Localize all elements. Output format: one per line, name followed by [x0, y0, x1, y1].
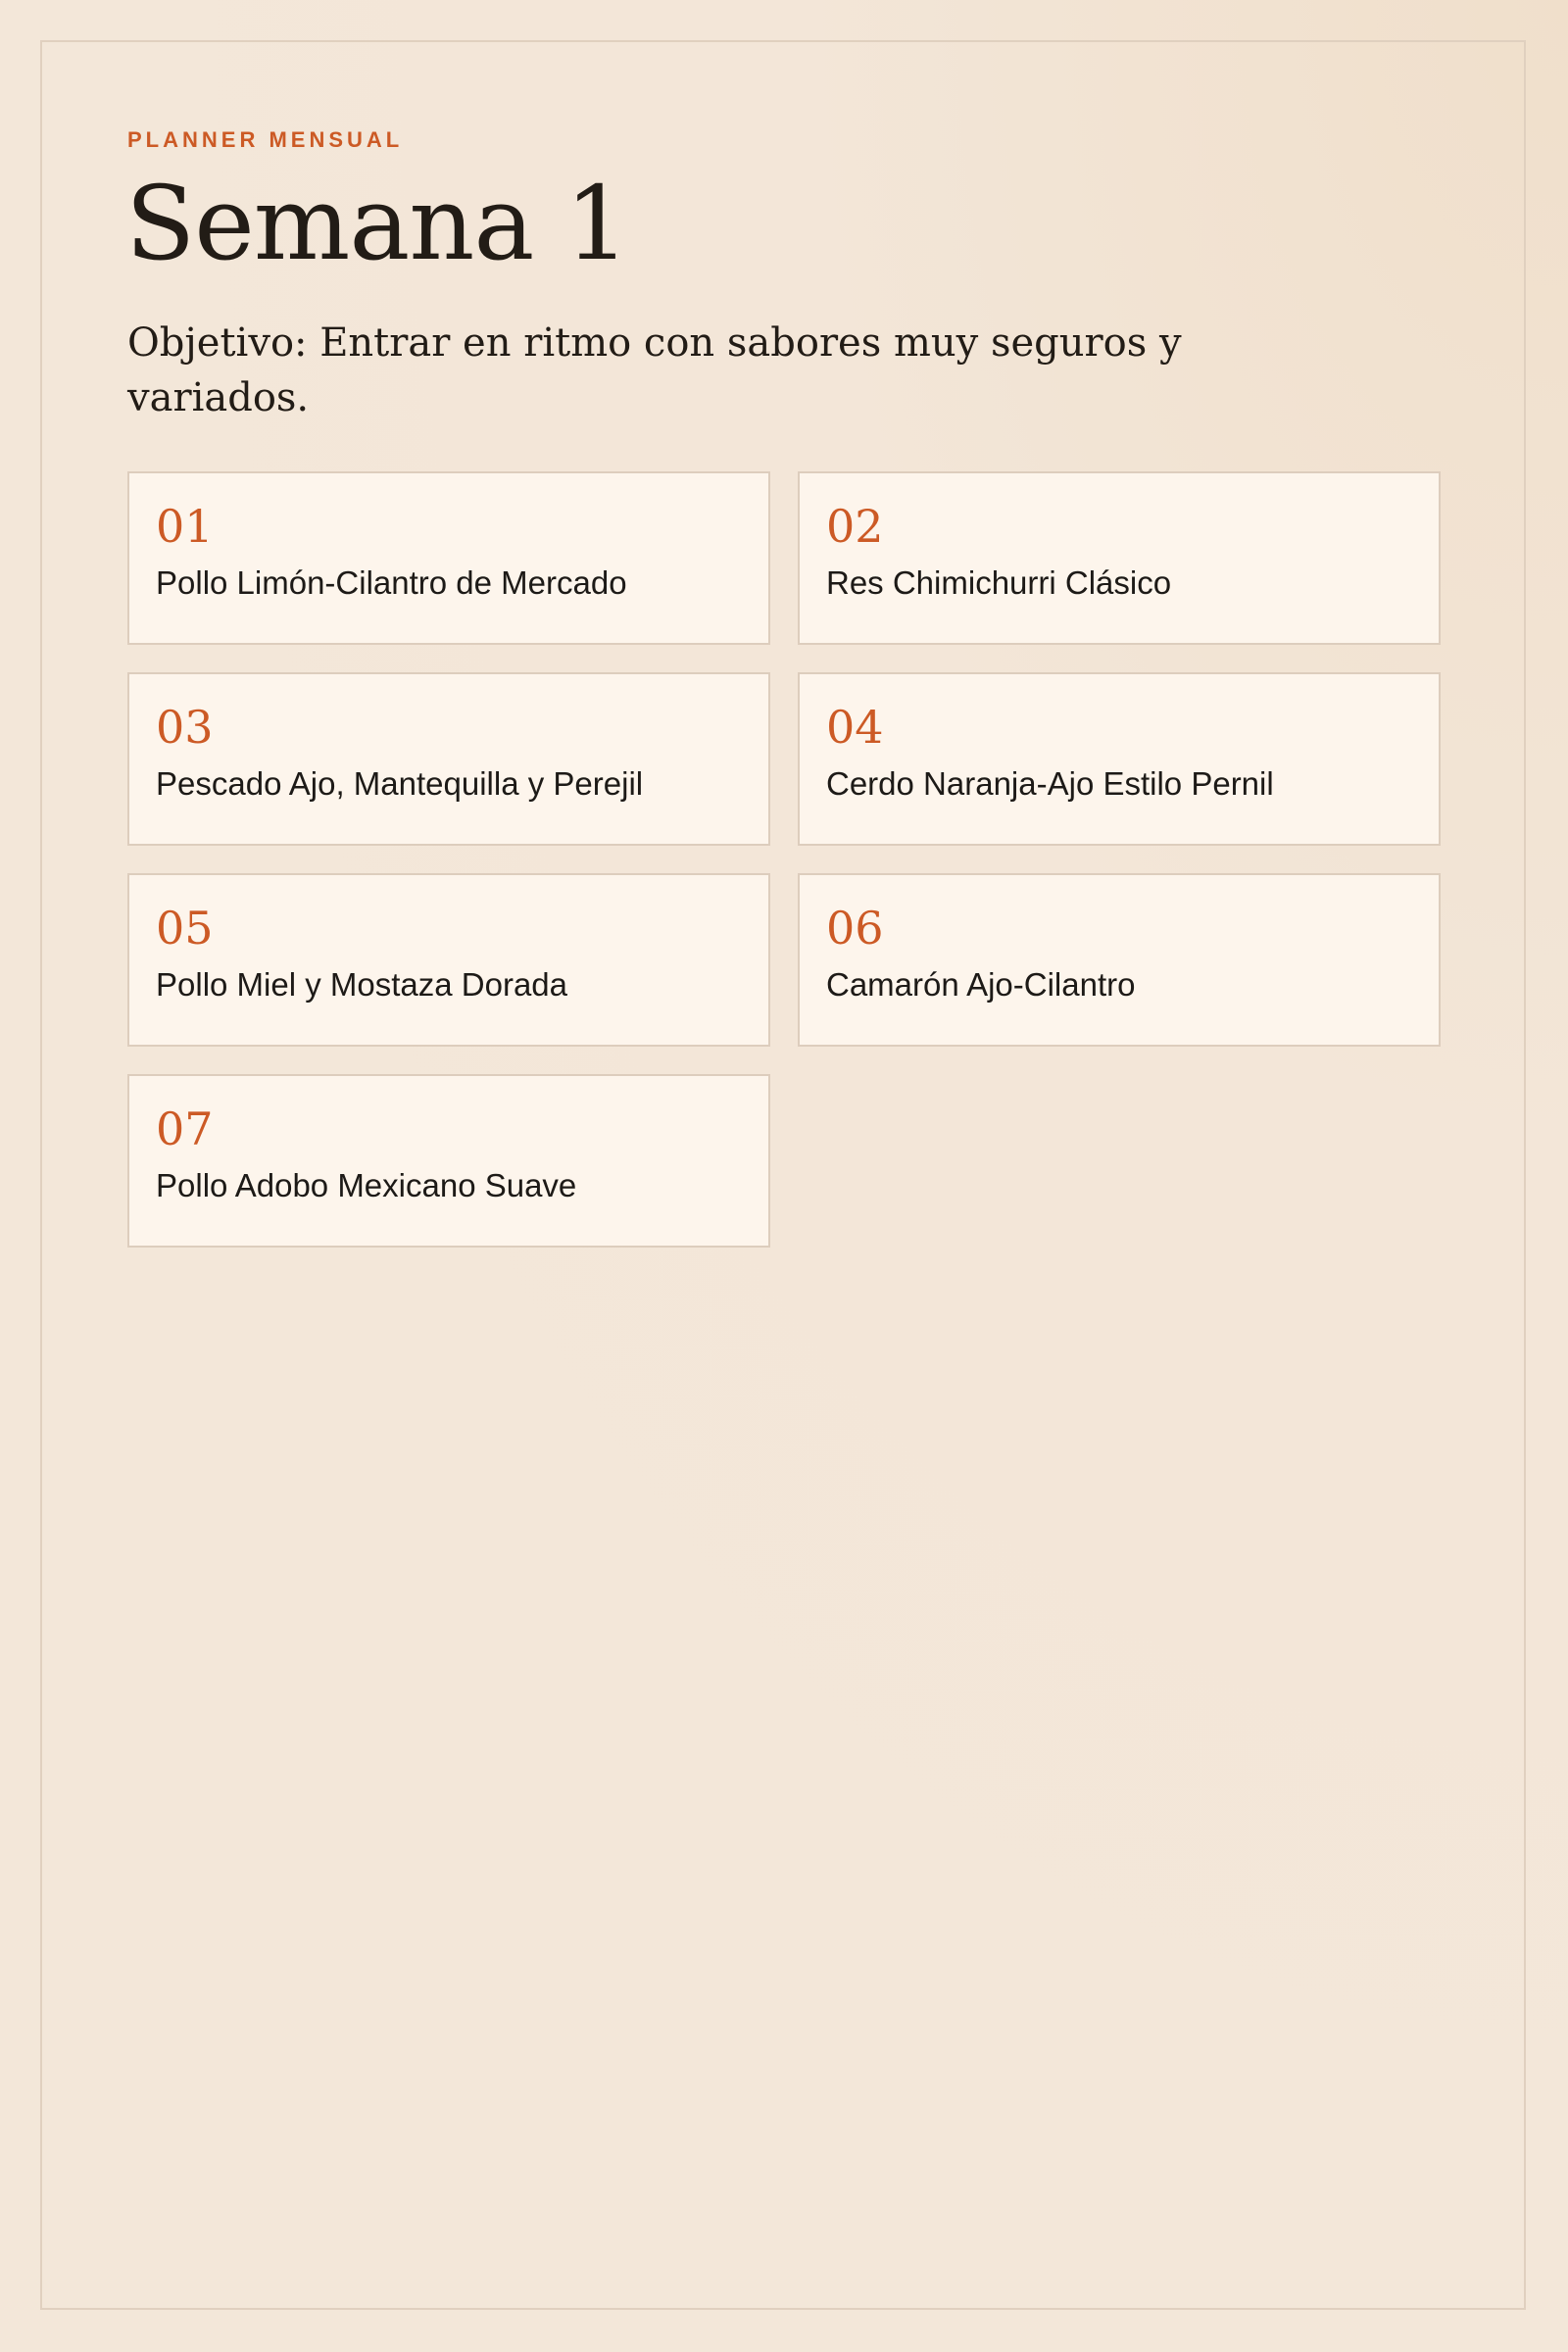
- recipe-number: 06: [826, 902, 884, 955]
- recipe-grid: [127, 471, 1441, 1248]
- recipe-card[interactable]: [798, 471, 1441, 645]
- recipe-number: 05: [156, 902, 214, 955]
- recipe-card[interactable]: [127, 873, 770, 1047]
- recipe-number: 04: [826, 701, 884, 754]
- recipe-name: Pollo Limón-Cilantro de Mercado: [156, 564, 627, 601]
- recipe-card[interactable]: [127, 1074, 770, 1248]
- recipe-number: 01: [156, 500, 214, 553]
- recipe-name: Pescado Ajo, Mantequilla y Perejil: [156, 765, 644, 802]
- recipe-card[interactable]: [127, 471, 770, 645]
- recipe-number: 07: [156, 1102, 214, 1155]
- page-title: Semana 1: [125, 164, 629, 283]
- recipe-name: Cerdo Naranja-Ajo Estilo Pernil: [826, 765, 1274, 802]
- recipe-name: Pollo Miel y Mostaza Dorada: [156, 966, 568, 1003]
- week-objective: Objetivo: Entrar en ritmo con sabores muy seguros y variados.: [127, 320, 1182, 420]
- recipe-name: Res Chimichurri Clásico: [826, 564, 1172, 601]
- recipe-number: 02: [826, 500, 884, 553]
- planner-eyebrow: PLANNER MENSUAL: [127, 127, 404, 152]
- recipe-card[interactable]: [127, 672, 770, 846]
- recipe-name: Camarón Ajo-Cilantro: [826, 966, 1136, 1003]
- recipe-card[interactable]: [798, 873, 1441, 1047]
- recipe-name: Pollo Adobo Mexicano Suave: [156, 1167, 577, 1203]
- recipe-card[interactable]: [798, 672, 1441, 846]
- recipe-number: 03: [156, 701, 214, 754]
